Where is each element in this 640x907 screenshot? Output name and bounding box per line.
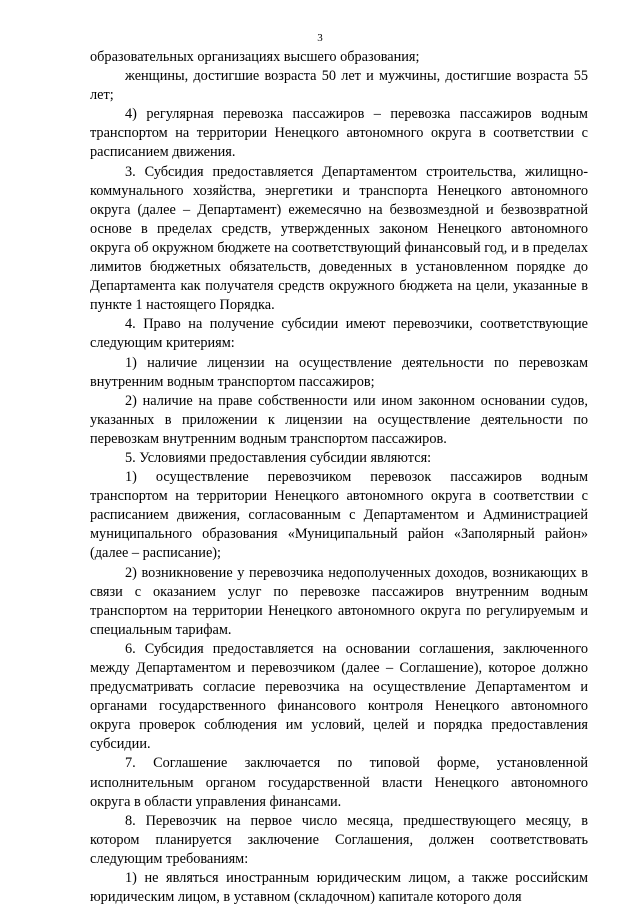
paragraph-clause-4-item-2: 2) наличие на праве собственности или ином законном основании судов, указанных в приложении к лицензии на осуществление деятельности по перевозкам внутренним водным транспортом пассажиров. — [90, 392, 588, 447]
paragraph-clause-8-item-1: 1) не являться иностранным юридическим лицом, а также российским юридическим лицом, в уставном (складочном) капитале которого доля — [90, 870, 588, 906]
paragraph-clause-8: 8. Перевозчик на первое число месяца, предшествующего месяцу, в котором планируется заключение Соглашения, должен соответствовать следующим требованиям: — [90, 812, 588, 867]
paragraph-clause-5: 5. Условиями предоставления субсидии являются: — [125, 449, 432, 466]
document-body — [90, 48, 588, 907]
paragraph-clause-4-item-1: 1) наличие лицензии на осуществление деятельности по перевозкам внутренним водным транспортом пассажиров; — [90, 354, 588, 390]
paragraph-regular-transport: 4) регулярная перевозка пассажиров – перевозка пассажиров водным транспортом на территории Ненецкого автономного округа в соответствии с расписанием движения. — [90, 106, 588, 161]
paragraph-clause-3: 3. Субсидия предоставляется Департаментом строительства, жилищно-коммунального хозяйства, энергетики и транспорта Ненецкого автономного округа (далее – Департамент) ежемесячно на безвозмездной и безвозвратной основе в пределах средств, утвержденных законом Ненецкого автономного округа об окружном бюджете на соответствующий финансовый год, и в пределах лимитов бюджетных обязательств, доведенных в установленном порядке до Департамента как получателя средств окружного бюджета на цели, указанные в пункте 1 настоящего Порядка. — [90, 163, 588, 314]
paragraph-age-criteria: женщины, достигшие возраста 50 лет и мужчины, достигшие возраста 55 лет; — [90, 68, 588, 104]
paragraph-clause-7: 7. Соглашение заключается по типовой форме, установленной исполнительным органом государственной власти Ненецкого автономного округа в области управления финансами. — [90, 755, 588, 810]
paragraph-clause-5-item-1: 1) осуществление перевозчиком перевозок пассажиров водным транспортом на территории Ненецкого автономного округа в соответствии с расписанием движения, согласованным с Департаментом и Администрацией муниципального образования «Муниципальный район «Заполярный район» (далее – расписание); — [90, 469, 588, 562]
paragraph-continuation: образовательных организациях высшего образования; — [90, 49, 420, 65]
paragraph-clause-5-item-2: 2) возникновение у перевозчика недополученных доходов, возникающих в связи с оказанием услуг по перевозке пассажиров внутренним водным транспортом на территории Ненецкого автономного округа по регулируемым и специальным тарифам. — [90, 564, 588, 638]
paragraph-clause-6: 6. Субсидия предоставляется на основании соглашения, заключенного между Департаментом и перевозчиком (далее – Соглашение), которое должно предусматривать согласие перевозчика на осуществление Департаментом и органами государственного финансового контроля Ненецкого автономного округа проверок соблюдения им условий, целей и порядка предоставления субсидии. — [90, 640, 588, 753]
paragraph-clause-4: 4. Право на получение субсидии имеют перевозчики, соответствующие следующим критериям: — [90, 316, 588, 352]
page-number: 3 — [317, 32, 323, 44]
